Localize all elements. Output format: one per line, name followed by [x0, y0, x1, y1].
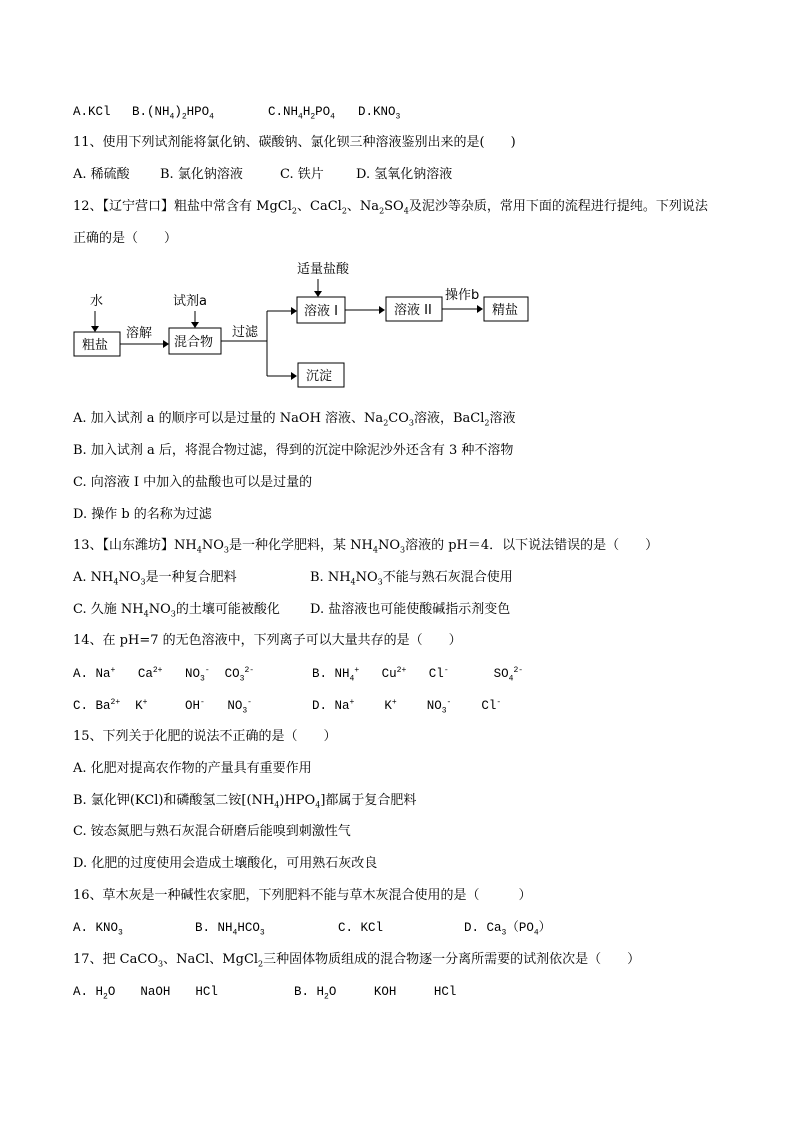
q14-option-c: C. $Ba^{2+}$ K+ OH- $NO_3^-$: [73, 697, 252, 716]
q17-option-b: B. $H_2O$ KOH HCl: [294, 985, 457, 1002]
purification-flow-diagram: [60, 255, 580, 395]
q12-option-d: D. 操作 b 的名称为过滤: [73, 507, 212, 522]
q12-option-b: B. 加入试剂 a 后，将混合物过滤，得到的沉淀中除泥沙外还含有 3 种不溶物: [73, 443, 514, 458]
label-filter: 过滤: [232, 325, 259, 340]
q12-option-a: A. 加入试剂 a 的顺序可以是过量的 NaOH 溶液、$Na_2CO_3$溶液，BaCl$_2$溶液: [73, 411, 516, 428]
svg-text:溶液 I: 溶液 I: [304, 304, 338, 319]
q15-option-b: B. 氯化钾(KCl)和磷酸氢二铵$[(NH_4)HPO_4]$都属于复合肥料: [73, 793, 417, 810]
q10-option-a: A.KCl: [73, 105, 111, 119]
q13-option-a: A. $NH_4NO_3$是一种复合肥料: [73, 570, 237, 587]
svg-text:粗盐: 粗盐: [82, 338, 109, 353]
q10-option-b: $B.(NH_4)_2HPO_4$: [132, 105, 214, 122]
label-water: 水: [90, 294, 104, 309]
svg-text:溶液 II: 溶液 II: [394, 303, 432, 318]
q14-option-b: B. $NH_4^+$ $Cu^{2+}$ Cl- $SO_4^{2-}$: [312, 665, 524, 684]
q13-option-d: D. 盐溶液也可能使酸碱指示剂变色: [310, 602, 511, 617]
q14-stem: 14、在 pH=7 的无色溶液中，下列离子可以大量共存的是（ ）: [73, 633, 462, 648]
q12-stem-line2: 正确的是（ ）: [73, 231, 178, 246]
label-hydrochloric-acid: 适量盐酸: [297, 262, 350, 277]
label-reagent-a: 试剂a: [173, 294, 207, 309]
q16-option-a: A. $KNO_3$: [73, 921, 123, 938]
q16-option-c: C. KCl: [338, 921, 384, 935]
q12-option-c: C. 向溶液 I 中加入的盐酸也可以是过量的: [73, 475, 313, 490]
q16-stem: 16、草木灰是一种碱性农家肥，下列肥料不能与草木灰混合使用的是（ ）: [73, 888, 532, 903]
q15-option-d: D. 化肥的过度使用会造成土壤酸化，可用熟石灰改良: [73, 856, 378, 871]
q14-option-d: D. Na+ K+ $NO_3^-$ Cl-: [312, 697, 502, 716]
svg-text:混合物: 混合物: [174, 335, 214, 350]
q15-option-c: C. 铵态氮肥与熟石灰混合研磨后能嗅到刺激性气: [73, 824, 351, 839]
q11-option-a: A. 稀硫酸: [73, 167, 130, 182]
svg-text:精盐: 精盐: [492, 303, 519, 318]
label-dissolve: 溶解: [126, 326, 153, 341]
q11-option-c: C. 铁片: [280, 167, 324, 182]
q10-option-d: $D.KNO_3$: [358, 105, 401, 122]
q15-stem: 15、下列关于化肥的说法不正确的是（ ）: [73, 729, 337, 744]
q17-option-a: A. $H_2O$ NaOH HCl: [73, 985, 218, 1002]
q15-option-a: A. 化肥对提高农作物的产量具有重要作用: [73, 761, 312, 776]
q11-option-b: B. 氯化钠溶液: [160, 167, 243, 182]
q13-stem: 13、【山东潍坊】$NH_4NO_3$是一种化学肥料，某 $NH_4NO_3$溶液的 pH＝4．以下说法错误的是（ ）: [73, 538, 659, 555]
q16-option-d: D. $Ca_3(PO_4)$: [464, 921, 552, 938]
q13-option-c: C. 久施 $NH_4NO_3$的土壤可能被酸化: [73, 602, 280, 619]
q11-stem: 11、使用下列试剂能将氯化钠、碳酸钠、氯化钡三种溶液鉴别出来的是( ): [73, 135, 516, 150]
q17-stem: 17、把 CaCO$_3$、NaCl、MgCl$_2$三种固体物质组成的混合物逐一分离所需要的试剂依次是（ ）: [73, 952, 641, 969]
q13-option-b: B. $NH_4NO_3$不能与熟石灰混合使用: [310, 570, 513, 587]
q11-option-d: D. 氢氧化钠溶液: [356, 167, 453, 182]
q12-stem: 12、【辽宁营口】粗盐中常含有 MgCl$_2$、CaCl$_2$、$Na_2SO_4$及泥沙等杂质，常用下面的流程进行提纯。下列说法: [73, 199, 708, 216]
q16-option-b: B. $NH_4HCO_3$: [195, 921, 265, 938]
label-operation-b: 操作b: [445, 288, 480, 303]
svg-text:沉淀: 沉淀: [306, 369, 333, 384]
q14-option-a: A. Na+ $Ca^{2+}$ $NO_3^-$ $CO_3^{2-}$: [73, 665, 255, 684]
q10-option-c: $C.NH_4H_2PO_4$: [268, 105, 335, 122]
